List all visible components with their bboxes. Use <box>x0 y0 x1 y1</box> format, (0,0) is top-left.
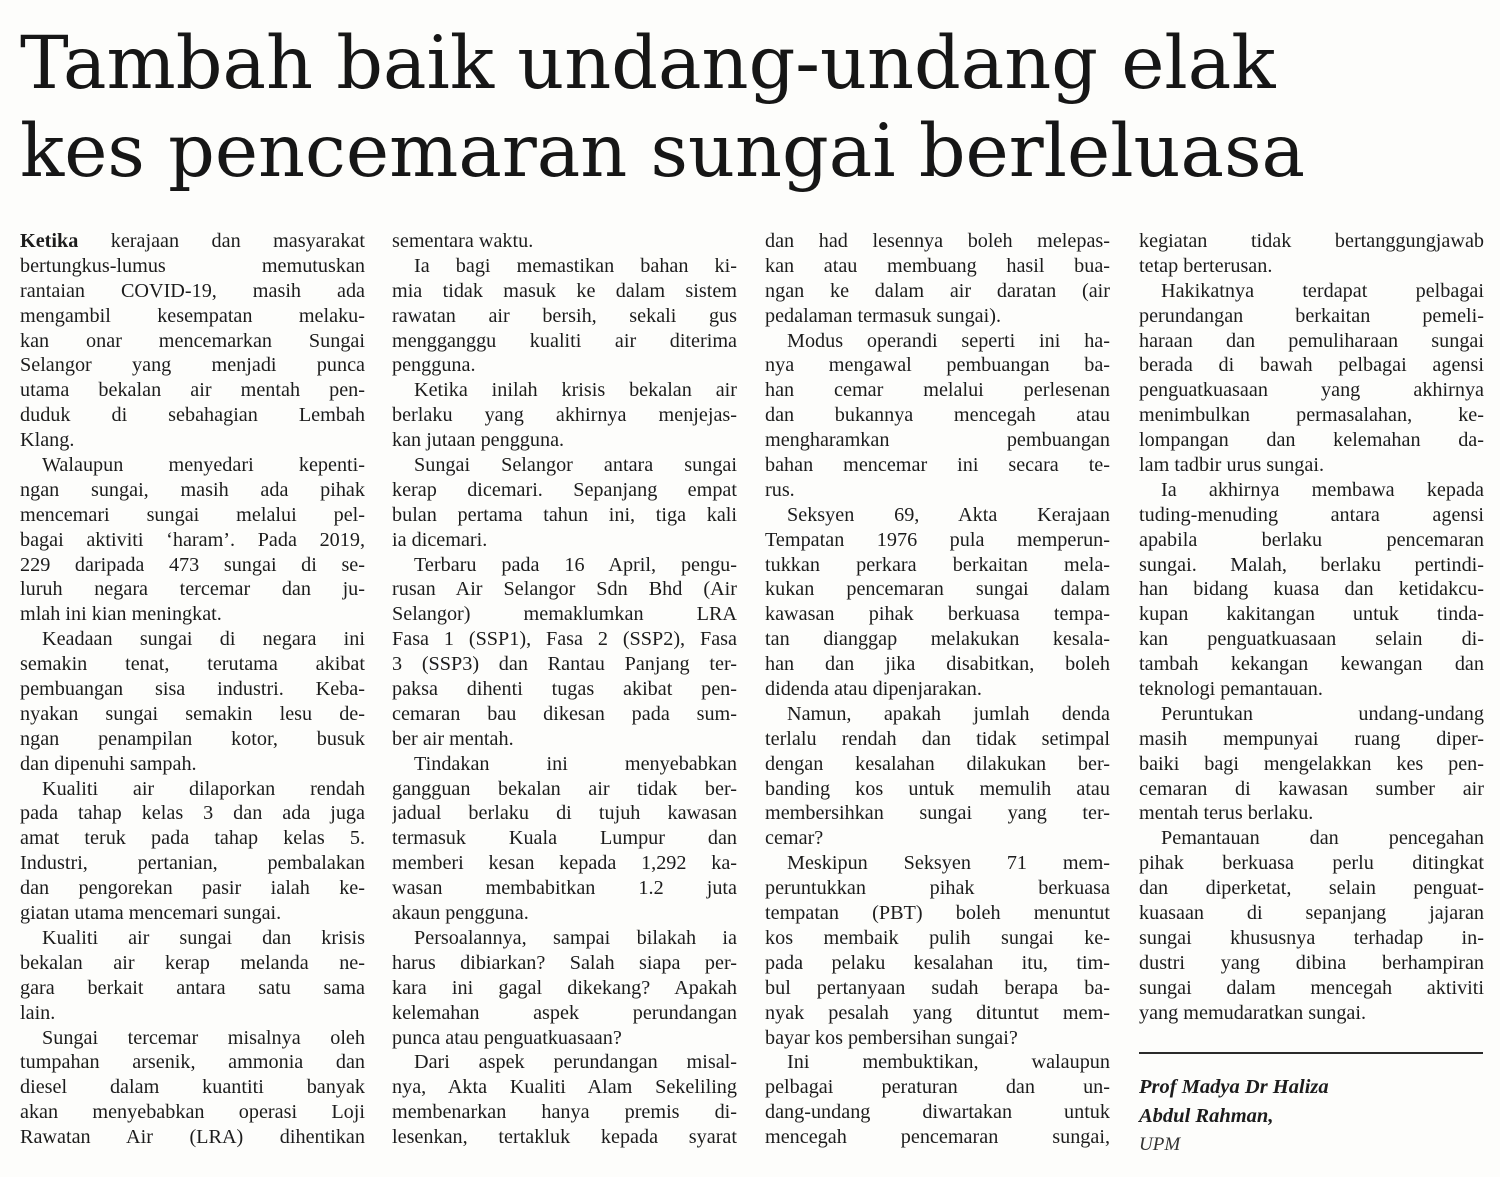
article-line: ngan sungai, masih ada pihak <box>20 478 365 501</box>
article-line: duduk di sebahagian Lembah <box>20 404 365 427</box>
article-line: berlaku yang akhirnya menjejas- <box>392 404 737 427</box>
article-line: cemaran di kawasan sumber air <box>1139 777 1484 800</box>
article-line: utama bekalan air mentah pen- <box>20 379 365 402</box>
article-line: mengganggu kualiti air diterima <box>392 329 737 352</box>
article-line: apabila berlaku pencemaran <box>1139 528 1484 551</box>
article-line: bayar kos pembersihan sungai? <box>765 1026 1018 1049</box>
article-line: Seksyen 69, Akta Kerajaan <box>787 503 1110 526</box>
article-line: sungai. Malah, berlaku pertindi- <box>1139 553 1484 576</box>
article-line: Sungai tercemar misalnya oleh <box>42 1026 365 1049</box>
article-line: Selangor) memaklumkan LRA <box>392 603 737 626</box>
article-column-2 <box>392 229 737 1150</box>
author-name-line-1: Prof Madya Dr Haliza <box>1139 1076 1329 1098</box>
article-line: Industri, pertanian, pembalakan <box>20 852 365 875</box>
article-line: sementara waktu. <box>392 230 534 252</box>
article-line: perundangan berkaitan pemeli- <box>1139 304 1484 327</box>
article-line: Klang. <box>20 429 75 452</box>
article-line: Walaupun menyedari kepenti- <box>42 454 365 477</box>
article-line: nya mengawal pembuangan ba- <box>765 354 1110 377</box>
author-name-line-2: Abdul Rahman, <box>1139 1105 1274 1127</box>
article-line <box>20 229 365 254</box>
article-line: peruntukkan pihak berkuasa <box>765 877 1110 900</box>
article-line: tumpahan arsenik, ammonia dan <box>20 1051 365 1074</box>
article-line: rawatan air bersih, sekali gus <box>392 304 737 327</box>
article-line: yang memudaratkan sungai. <box>1139 1001 1367 1024</box>
article-line: Ia akhirnya membawa kepada <box>1161 478 1484 501</box>
article-line: didenda atau dipenjarakan. <box>765 678 982 701</box>
article-line: Selangor yang menjadi punca <box>20 354 365 377</box>
article-line: dan bukannya mencegah atau <box>765 404 1110 427</box>
article-line: dang-undang diwartakan untuk <box>765 1101 1110 1124</box>
article-line: kuasaan di sepanjang jajaran <box>1139 902 1484 925</box>
article-line: pedalaman termasuk sungai). <box>765 304 1002 327</box>
article-line: han bidang kuasa dan ketidakcu- <box>1139 578 1484 601</box>
article-line: mencemari sungai melalui pel- <box>20 503 365 526</box>
article-line: bagai aktiviti ‘haram’. Pada 2019, <box>20 528 365 551</box>
article-line: Pemantauan dan pencegahan <box>1161 827 1484 850</box>
article-line: akan menyebabkan operasi Loji <box>20 1101 365 1124</box>
article-line: giatan utama mencemari sungai. <box>20 902 282 925</box>
article-line: ia dicemari. <box>392 528 488 551</box>
article-line: ngan penampilan kotor, busuk <box>20 727 365 750</box>
article-line: dan had lesennya boleh melepas- <box>765 230 1110 252</box>
article-line: kan onar mencemarkan Sungai <box>20 329 365 352</box>
article-line: Namun, apakah jumlah denda <box>787 702 1110 725</box>
article-line: nyakan sungai semakin lesu de- <box>20 702 365 725</box>
article-line: dan dipenuhi sampah. <box>20 752 197 775</box>
article-line: kukan pencemaran sungai dalam <box>765 578 1110 601</box>
article-line: nyak pesalah yang dituntut mem- <box>765 1001 1110 1024</box>
article-line: mentah terus berlaku. <box>1139 802 1314 825</box>
article-line: membersihkan sungai yang ter- <box>765 802 1110 825</box>
article-line: rusan Air Selangor Sdn Bhd (Air <box>392 578 737 601</box>
article-line: kan penguatkuasaan selain di- <box>1139 628 1484 651</box>
article-line: bekalan air kerap melanda ne- <box>20 951 365 974</box>
article-line: bulan pertama tahun ini, tiga kali <box>392 503 737 526</box>
article-line: lesenkan, tertakluk kepada syarat <box>392 1126 737 1149</box>
article-line: kerap dicemari. Sepanjang empat <box>392 478 737 501</box>
article-line: pembuangan sisa industri. Keba- <box>20 678 365 701</box>
article-line: Kualiti air sungai dan krisis <box>42 926 365 949</box>
article-line: kawasan pihak berkuasa tempa- <box>765 603 1110 626</box>
article-line: dustri yang dibina berhampiran <box>1139 951 1484 974</box>
article-line: kegiatan tidak bertanggungjawab <box>1139 230 1484 252</box>
article-line: Kualiti air dilaporkan rendah <box>42 777 365 800</box>
article-line: tuding-menuding antara agensi <box>1139 503 1484 526</box>
article-line: rantaian COVID-19, masih ada <box>20 279 365 302</box>
headline-line-2: kes pencemaran sungai berleluasa <box>20 109 1306 194</box>
article-line: bul pertanyaan sudah berapa ba- <box>765 976 1110 999</box>
article-line: mencegah pencemaran sungai, <box>765 1126 1110 1149</box>
article-line: mengharamkan pembuangan <box>765 429 1110 452</box>
article-line: dan diperketat, selain penguat- <box>1139 877 1484 900</box>
article-line: akaun pengguna. <box>392 902 529 925</box>
article-line: rus. <box>765 478 795 501</box>
article-line: sungai khususnya terhadap in- <box>1139 926 1484 949</box>
article-line: kupan kakitangan untuk tinda- <box>1139 603 1484 626</box>
article-line: han dan jika disabitkan, boleh <box>765 653 1110 676</box>
article-line: tan dianggap melakukan kesala- <box>765 628 1110 651</box>
lead-word: Ketika <box>20 230 79 252</box>
article-line: pada tahap kelas 3 dan ada juga <box>20 802 365 825</box>
article-line: 3 (SSP3) dan Rantau Panjang ter- <box>392 653 737 676</box>
article-line: tempatan (PBT) boleh menuntut <box>765 902 1110 925</box>
article-line: pada pelaku kesalahan itu, tim- <box>765 951 1110 974</box>
article-line: dengan kesalahan dilakukan ber- <box>765 752 1110 775</box>
article-column-4 <box>1139 229 1484 1026</box>
article-line: kelemahan aspek perundangan <box>392 1001 737 1024</box>
article-line: tambah kekangan kewangan dan <box>1139 653 1484 676</box>
article-line: kan atau membuang hasil bua- <box>765 254 1110 277</box>
article-line: tetap berterusan. <box>1139 254 1273 277</box>
article-line: Dari aspek perundangan misal- <box>414 1051 737 1074</box>
byline-divider <box>1139 1052 1483 1054</box>
article-line: Fasa 1 (SSP1), Fasa 2 (SSP2), Fasa <box>392 628 737 651</box>
article-line: ngan ke dalam air daratan (air <box>765 279 1110 302</box>
article-line: pengguna. <box>392 354 476 377</box>
article-column-1 <box>20 229 365 1150</box>
article-line: Tindakan ini menyebabkan <box>414 752 737 775</box>
article-line: Hakikatnya terdapat pelbagai <box>1161 279 1484 302</box>
article-line: nya, Akta Kualiti Alam Sekeliling <box>392 1076 737 1099</box>
article-line: termasuk Kuala Lumpur dan <box>392 827 737 850</box>
article-line: penguatkuasaan yang akhirnya <box>1139 379 1484 402</box>
article-line: lompangan dan kelemahan da- <box>1139 429 1484 452</box>
article-line: membenarkan hanya premis di- <box>392 1101 737 1124</box>
article-line: Sungai Selangor antara sungai <box>414 454 737 477</box>
author-affiliation: UPM <box>1139 1134 1181 1155</box>
article-line: harus dibiarkan? Salah siapa per- <box>392 951 737 974</box>
article-line: mengambil kesempatan melaku- <box>20 304 365 327</box>
article-line: haraan dan pemuliharaan sungai <box>1139 329 1484 352</box>
article-line: baiki bagi mengelakkan kes pen- <box>1139 752 1484 775</box>
article-line: ber air mentah. <box>392 727 514 750</box>
article-line: punca atau penguatkuasaan? <box>392 1026 622 1049</box>
article-line: paksa dihenti tugas akibat pen- <box>392 678 737 701</box>
article-line: jadual berlaku di tujuh kawasan <box>392 802 737 825</box>
byline <box>1139 1073 1484 1159</box>
article-line: Ini membuktikan, walaupun <box>787 1051 1110 1074</box>
article-line: bahan mencemar ini secara te- <box>765 454 1110 477</box>
article-line: memberi kesan kepada 1,292 ka- <box>392 852 737 875</box>
article-line: tukkan perkara berkaitan mela- <box>765 553 1110 576</box>
article-line: bertungkus-lumus memutuskan <box>20 254 365 277</box>
article-line: mia tidak masuk ke dalam sistem <box>392 279 737 302</box>
article-line: Rawatan Air (LRA) dihentikan <box>20 1126 365 1149</box>
article-line: amat teruk pada tahap kelas 5. <box>20 827 365 850</box>
article-line: Persoalannya, sampai bilakah ia <box>414 926 737 949</box>
article-line: mlah ini kian meningkat. <box>20 603 222 626</box>
article-line: Ia bagi memastikan bahan ki- <box>414 254 737 277</box>
article-line: han cemar melalui perlesenan <box>765 379 1110 402</box>
article-line: 229 daripada 473 sungai di se- <box>20 553 365 576</box>
article-line: kara ini gagal dikekang? Apakah <box>392 976 737 999</box>
article-line: banding kos untuk memulih atau <box>765 777 1110 800</box>
article-line: Ketika inilah krisis bekalan air <box>414 379 737 402</box>
article-line: diesel dalam kuantiti banyak <box>20 1076 365 1099</box>
article-line: wasan membabitkan 1.2 juta <box>392 877 737 900</box>
article-line: kan jutaan pengguna. <box>392 429 565 452</box>
article-line: cemaran bau dikesan pada sum- <box>392 702 737 725</box>
article-line: pelbagai peraturan dan un- <box>765 1076 1110 1099</box>
article-line: lain. <box>20 1001 56 1024</box>
article-line: Meskipun Seksyen 71 mem- <box>787 852 1110 875</box>
article-line: kos membaik pulih sungai ke- <box>765 926 1110 949</box>
article-line: cemar? <box>765 827 824 850</box>
article-line: gara berkait antara satu sama <box>20 976 365 999</box>
article-line: dan pengorekan pasir ialah ke- <box>20 877 365 900</box>
article-line: berada di bawah pelbagai agensi <box>1139 354 1484 377</box>
headline <box>20 20 1480 196</box>
article-line: Peruntukan undang-undang <box>1161 702 1484 725</box>
article-line: pihak berkuasa perlu ditingkat <box>1139 852 1484 875</box>
headline-line-1: Tambah baik undang-undang elak <box>20 21 1276 106</box>
article-line: menimbulkan permasalahan, ke- <box>1139 404 1484 427</box>
article-line: sungai dalam mencegah aktiviti <box>1139 976 1484 999</box>
article-line-text: kerajaan dan masyarakat <box>78 230 365 252</box>
article-line: Tempatan 1976 pula memperun- <box>765 528 1110 551</box>
article-line: terlalu rendah dan tidak setimpal <box>765 727 1110 750</box>
article-line: gangguan bekalan air tidak ber- <box>392 777 737 800</box>
article-line: Terbaru pada 16 April, pengu- <box>414 553 737 576</box>
article-line: luruh negara tercemar dan ju- <box>20 578 365 601</box>
article-line: semakin tenat, terutama akibat <box>20 653 365 676</box>
article-column-3 <box>765 229 1110 1150</box>
article-line: masih mempunyai ruang diper- <box>1139 727 1484 750</box>
article-line: Keadaan sungai di negara ini <box>42 628 365 651</box>
article-line: teknologi pemantauan. <box>1139 678 1323 701</box>
article-line: Modus operandi seperti ini ha- <box>787 329 1110 352</box>
article-line: lam tadbir urus sungai. <box>1139 454 1325 477</box>
